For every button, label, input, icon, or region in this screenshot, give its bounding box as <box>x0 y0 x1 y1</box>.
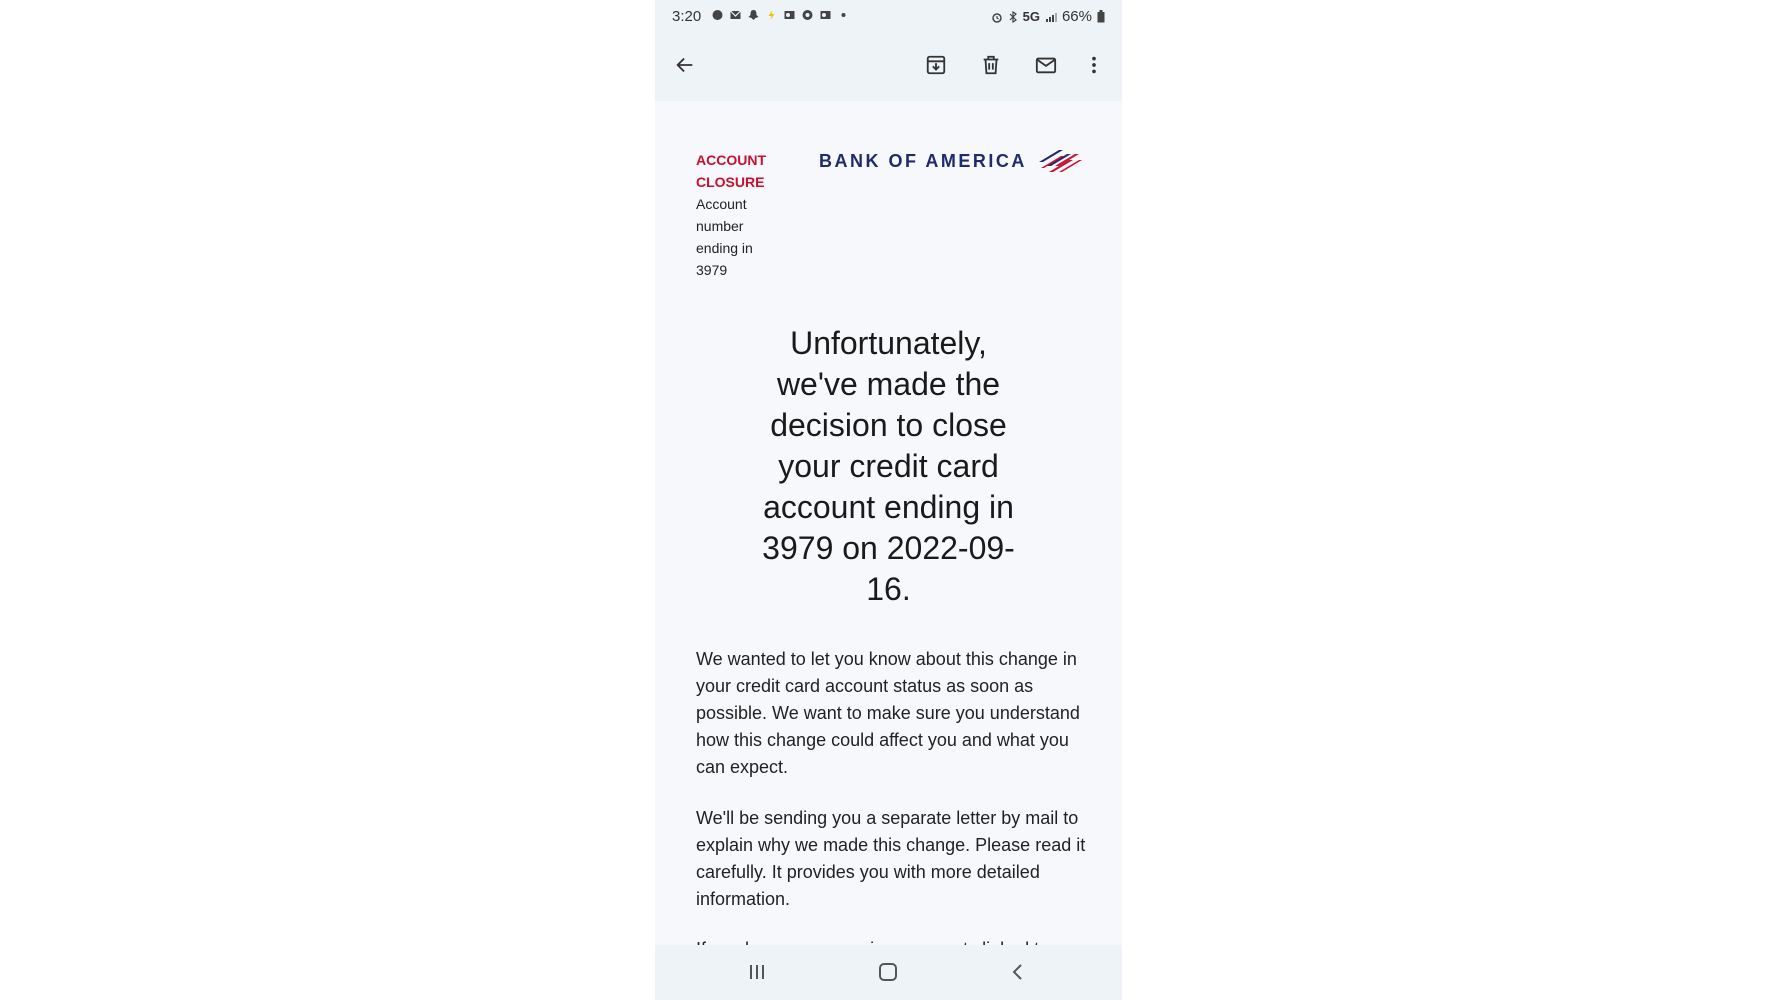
snapchat-icon <box>747 9 760 21</box>
back-icon <box>1008 962 1028 982</box>
more-options-button[interactable] <box>1079 50 1109 80</box>
back-arrow-icon <box>674 54 696 76</box>
system-back-button[interactable] <box>1003 959 1033 985</box>
bluetooth-icon <box>1008 11 1018 23</box>
logo-wordmark: BANK OF AMERICA <box>819 150 1027 171</box>
more-notifications-dot-icon <box>837 9 850 21</box>
delete-button[interactable] <box>976 50 1006 80</box>
email-body <box>655 101 1122 945</box>
mark-unread-icon <box>1034 54 1058 76</box>
mark-unread-button[interactable] <box>1031 50 1061 80</box>
status-bar <box>655 0 1122 36</box>
archive-icon <box>925 54 947 76</box>
body-paragraph: We wanted to let you know about this change in your credit card account status as soon as possible. We want to make sure you understand how this change could affect you and what you can expect. <box>696 649 1080 777</box>
alarm-icon <box>991 11 1003 23</box>
email-toolbar <box>655 44 1122 86</box>
outlook-icon <box>819 9 832 21</box>
home-button[interactable] <box>873 959 903 985</box>
closure-title: ACCOUNT CLOSURE <box>696 152 766 190</box>
bolt-icon <box>765 9 778 21</box>
home-icon <box>877 962 899 982</box>
system-icons <box>991 8 1105 25</box>
recents-button[interactable] <box>742 959 772 985</box>
email-headline: Unfortunately, we've made the decision to close your credit card account ending in 3979 on 2022-09-16. <box>762 325 1015 607</box>
battery-icon <box>1097 10 1105 23</box>
gmail-icon <box>729 9 742 21</box>
battery-percent: 66% <box>1061 8 1092 25</box>
archive-button[interactable] <box>921 50 951 80</box>
more-vert-icon <box>1083 54 1105 76</box>
delete-icon <box>980 54 1002 76</box>
settings-icon <box>801 9 814 21</box>
network-type: 5G <box>1022 9 1040 24</box>
recents-icon <box>747 963 767 981</box>
top-app-area <box>655 0 1122 101</box>
navigation-bar <box>655 945 1122 1000</box>
flag-logo-icon <box>1033 147 1083 175</box>
notification-icons <box>711 9 850 21</box>
signal-icon <box>1045 11 1057 23</box>
outlook-icon <box>783 9 796 21</box>
closure-subtitle: Account number ending in 3979 <box>696 196 753 278</box>
phone-screen <box>655 0 1122 1000</box>
chat-icon <box>711 9 724 21</box>
status-time: 3:20 <box>672 8 702 25</box>
bank-logo <box>819 147 1083 175</box>
body-paragraph: We'll be sending you a separate letter by mail to explain why we made this change. Please read it carefully. It provides you with more detailed information. <box>696 808 1086 909</box>
back-button[interactable] <box>670 50 700 80</box>
